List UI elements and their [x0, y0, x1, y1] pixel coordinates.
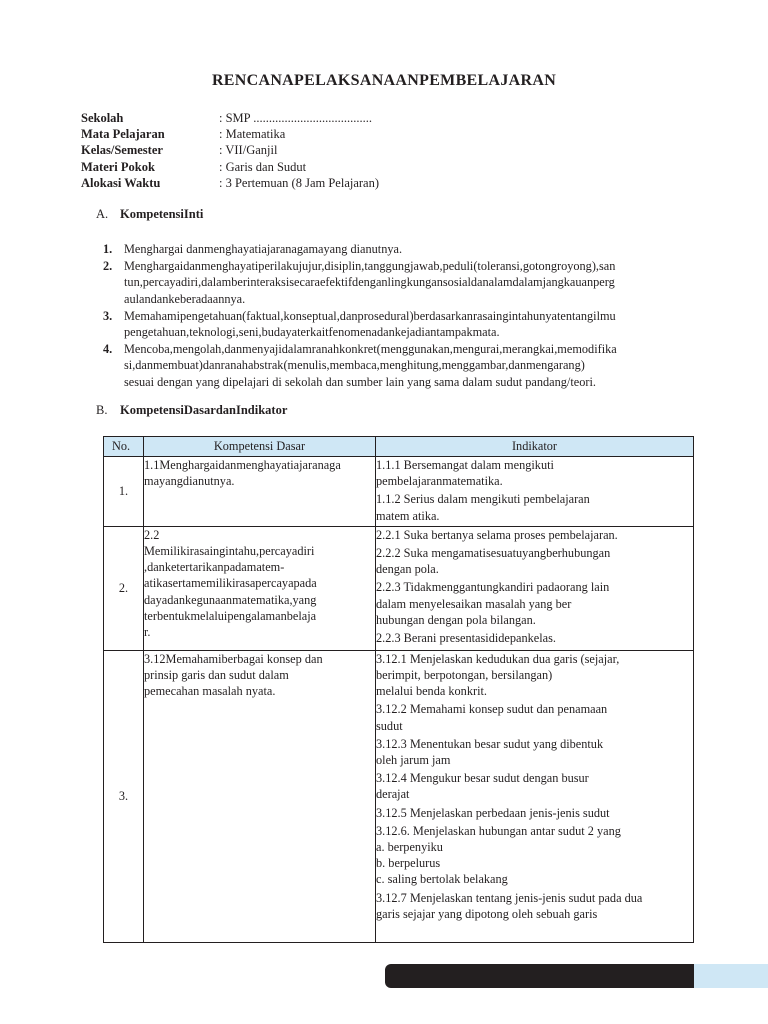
- kd-line: ,danketertarikanpadamatem-: [144, 560, 285, 575]
- table-row: [104, 457, 694, 527]
- identity-row: [81, 175, 379, 191]
- identity-value: : 3 Pertemuan (8 Jam Pelajaran): [219, 175, 380, 190]
- kd-line: 1.1Menghargaidanmenghayatiajaranaga: [144, 458, 341, 472]
- list-item: [103, 308, 698, 340]
- indikator-cell: [376, 526, 694, 650]
- indikator-line: 3.12.2 Memahami konsep sudut dan penamaan: [376, 702, 608, 717]
- indikator-line: garis sejajar yang dipotong oleh sebuah garis: [376, 906, 598, 921]
- indikator-line: b. berpelurus: [376, 856, 441, 871]
- indikator-line: 2.2.1 Suka bertanya selama proses pembelajaran.: [376, 527, 618, 542]
- indikator-line: oleh jarum jam: [376, 753, 451, 768]
- indikator-line: 3.12.1 Menjelaskan kedudukan dua garis (sejajar,: [376, 651, 620, 666]
- indikator-line: 3.12.5 Menjelaskan perbedaan jenis-jenis sudut: [376, 805, 610, 820]
- indikator-line: hubungan dengan pola bilangan.: [376, 612, 536, 627]
- list-item: [103, 258, 698, 307]
- kd-line: atikasertamemilikirasapercayapada: [144, 576, 317, 591]
- identity-row: [81, 142, 379, 158]
- kompetensi-dasar-cell: [144, 650, 376, 942]
- table-row: [104, 526, 694, 650]
- list-text: aulandankeberadaannya.: [124, 291, 246, 306]
- identity-row: [81, 159, 379, 175]
- list-item: [103, 241, 698, 257]
- footer-tab: [694, 964, 768, 988]
- column-header-no: No.: [104, 437, 144, 457]
- indikator-line: derajat: [376, 787, 410, 802]
- indikator-line: dalam menyelesaikan masalah yang ber: [376, 596, 572, 611]
- identity-value: : VII/Ganjil: [219, 143, 278, 158]
- indikator-line: 1.1.1 Bersemangat dalam mengikuti: [376, 458, 554, 472]
- indikator-line: 2.2.3 Tidakmenggantungkandiri padaorang lain: [376, 580, 610, 595]
- indikator-line: pembelajaranmatematika.: [376, 474, 503, 489]
- kompetensi-dasar-cell: [144, 457, 376, 527]
- list-text: Mencoba,mengolah,danmenyajidalamranahkonkret(menggunakan,mengurai,merangkai,memodifika: [124, 342, 617, 357]
- indikator-line: 2.2.3 Berani presentasididepankelas.: [376, 631, 556, 646]
- indikator-item: [376, 736, 693, 768]
- list-text: sesuai dengan yang dipelajari di sekolah dan sumber lain yang sama dalam sudut pandang/teori.: [124, 374, 596, 389]
- identity-value: : Garis dan Sudut: [219, 159, 307, 174]
- list-number: 1.: [103, 242, 113, 256]
- kd-line: pemecahan masalah nyata.: [144, 684, 276, 699]
- indikator-line: 3.12.3 Menentukan besar sudut yang dibentuk: [376, 736, 604, 751]
- indikator-line: 3.12.7 Menjelaskan tentang jenis-jenis sudut pada dua: [376, 890, 643, 905]
- row-number: 2.: [104, 526, 144, 650]
- table-header-row: [104, 437, 694, 457]
- indikator-item: [376, 457, 693, 489]
- identity-row: [81, 126, 379, 142]
- kd-line: prinsip garis dan sudut dalam: [144, 668, 289, 683]
- section-b-heading: [96, 403, 287, 418]
- indikator-item: [376, 701, 693, 733]
- indikator-item: [376, 527, 693, 543]
- identity-label: Mata Pelajaran: [81, 127, 165, 142]
- table-row: [104, 650, 694, 942]
- identity-label: Kelas/Semester: [81, 143, 163, 158]
- indikator-line: 1.1.2 Serius dalam mengikuti pembelajaran: [376, 492, 590, 507]
- section-title: KompetensiDasardanIndikator: [120, 403, 288, 417]
- footer-bar: [385, 964, 694, 988]
- indikator-line: 3.12.6. Menjelaskan hubungan antar sudut 2 yang: [376, 823, 621, 838]
- indikator-line: a. berpenyiku: [376, 840, 443, 855]
- identity-block: [81, 110, 379, 191]
- indikator-line: matem atika.: [376, 508, 440, 523]
- indikator-cell: [376, 457, 694, 527]
- identity-label: Alokasi Waktu: [81, 175, 161, 190]
- kd-line: mayangdianutnya.: [144, 474, 235, 489]
- indikator-item: [376, 630, 693, 646]
- list-number: 2.: [103, 259, 113, 274]
- list-number: 4.: [103, 342, 113, 357]
- indikator-item: [376, 890, 693, 922]
- row-number: 3.: [104, 650, 144, 942]
- kd-line: dayadankegunaanmatematika,yang: [144, 592, 317, 607]
- row-number: 1.: [104, 457, 144, 527]
- identity-value: : SMP ......................................: [219, 111, 373, 125]
- list-text: pengetahuan,teknologi,seni,budayaterkaitfenomenadankejadiantampakmata.: [124, 325, 500, 340]
- indikator-line: 2.2.2 Suka mengamatisesuatuyangberhubungan: [376, 546, 611, 561]
- list-text: si,danmembuat)danranahabstrak(menulis,membaca,menghitung,menggambar,danmengarang): [124, 358, 585, 373]
- document-title: RENCANAPELAKSANAANPEMBELAJARAN: [211, 72, 557, 89]
- section-letter: B.: [96, 403, 108, 417]
- list-text: Menghargai danmenghayatiajaranagamayang dianutnya.: [124, 242, 403, 256]
- indikator-line: melalui benda konkrit.: [376, 684, 487, 699]
- identity-label: Materi Pokok: [81, 159, 155, 174]
- identity-row: [81, 110, 379, 126]
- indikator-line: berimpit, berpotongan, bersilangan): [376, 668, 553, 683]
- indikator-line: 3.12.4 Mengukur besar sudut dengan busur: [376, 771, 589, 786]
- indikator-line: sudut: [376, 718, 403, 733]
- kd-line: terbentukmelaluipengalamanbelaja: [144, 608, 317, 623]
- indikator-line: dengan pola.: [376, 562, 439, 577]
- kompetensi-dasar-cell: [144, 526, 376, 650]
- list-item: [103, 341, 698, 390]
- list-text: Memahamipengetahuan(faktual,konseptual,danprosedural)berdasarkanrasaingintahunyatentangilmu: [124, 308, 616, 323]
- kompetensi-dasar-table: [103, 436, 694, 943]
- indikator-item: [376, 579, 693, 628]
- indikator-item: [376, 545, 693, 577]
- kompetensi-inti-list: [103, 241, 698, 391]
- column-header-indikator: Indikator: [376, 437, 694, 457]
- indikator-item: [376, 770, 693, 802]
- section-title: KompetensiInti: [120, 207, 204, 221]
- section-a-heading: [96, 207, 203, 222]
- indikator-item: [376, 651, 693, 700]
- column-header-kompetensi-dasar: Kompetensi Dasar: [144, 437, 376, 457]
- kd-line: Memilikirasaingintahu,percayadiri: [144, 544, 315, 559]
- indikator-item: [376, 805, 693, 821]
- section-letter: A.: [96, 207, 109, 221]
- indikator-item: [376, 823, 693, 888]
- kd-line: 3.12Memahamiberbagai konsep dan: [144, 651, 323, 666]
- indikator-item: [376, 491, 693, 523]
- list-text: Menghargaidanmenghayatiperilakujujur,disiplin,tanggungjawab,peduli(toleransi,gotongroyong),san: [124, 259, 616, 274]
- kd-line: r.: [144, 625, 151, 640]
- list-number: 3.: [103, 308, 113, 323]
- indikator-cell: [376, 650, 694, 942]
- identity-label: Sekolah: [81, 111, 124, 125]
- kd-line: 2.2: [144, 527, 160, 542]
- indikator-line: c. saling bertolak belakang: [376, 872, 508, 887]
- identity-value: : Matematika: [219, 127, 286, 142]
- list-text: tun,percayadiri,dalamberinteraksisecaraefektifdenganlingkungansosialdanalamdalamjangkauanperg: [124, 275, 615, 290]
